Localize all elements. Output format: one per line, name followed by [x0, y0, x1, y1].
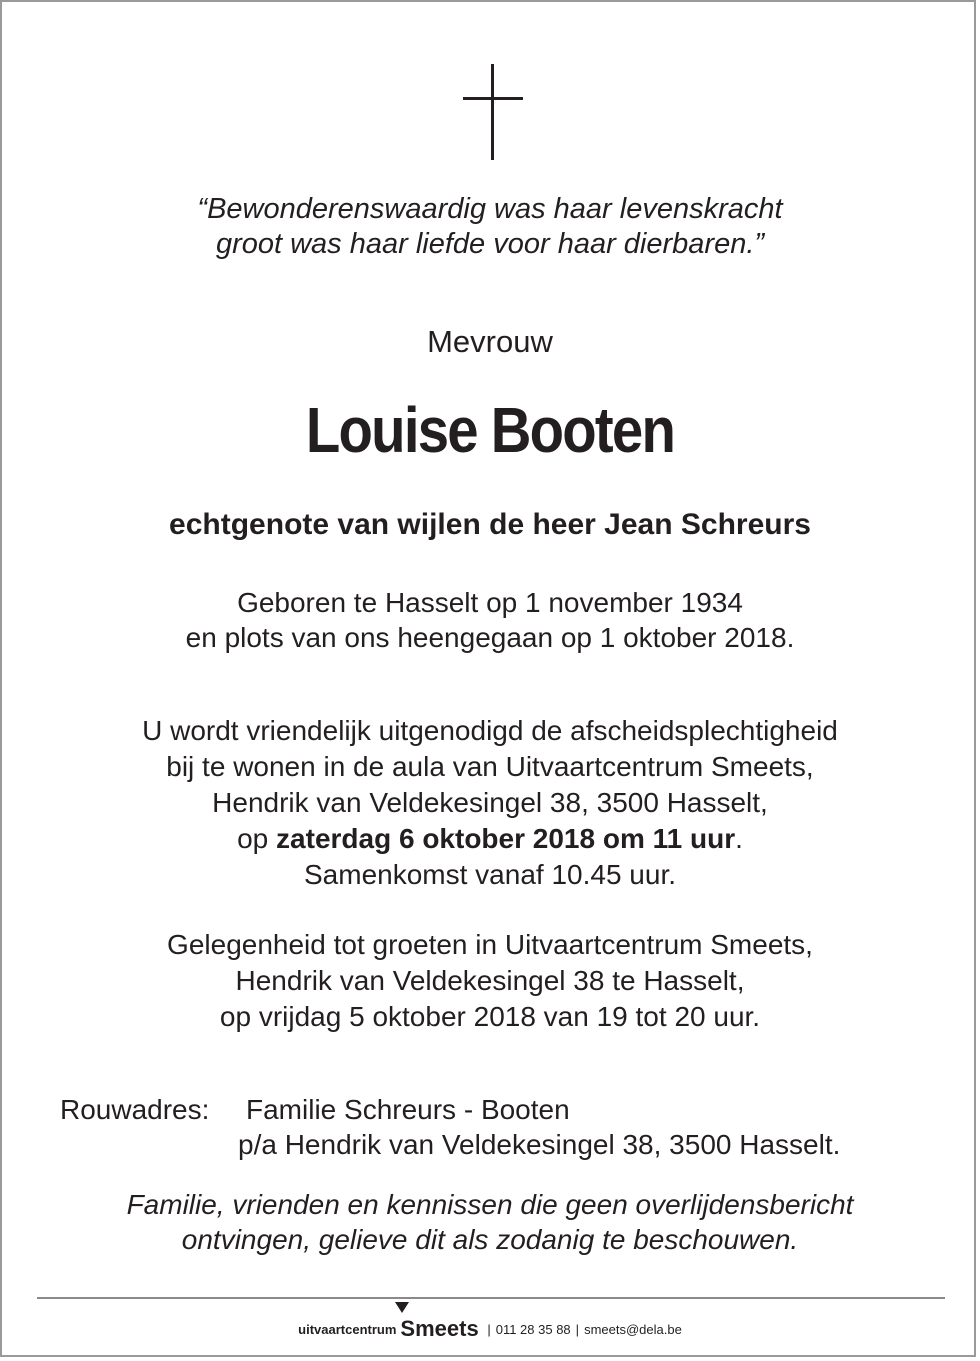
mourning-address: [60, 1092, 840, 1162]
mourning-family-name: Familie Schreurs - Booten: [246, 1094, 570, 1125]
date-suffix: .: [735, 823, 743, 854]
invitation-line: U wordt vriendelijk uitgenodigd de afscheidsplechtigheid: [142, 715, 838, 746]
footer-brand-name: Smeets: [400, 1316, 479, 1341]
invitation-line: bij te wonen in de aula van Uitvaartcentrum Smeets,: [166, 751, 814, 782]
birth-death-dates: [2, 585, 978, 655]
footer-separator: |: [487, 1322, 491, 1337]
honorific: Mevrouw: [427, 324, 553, 359]
memorial-quote: [2, 192, 978, 262]
quote-line: groot was haar liefde voor haar dierbaren.”: [215, 228, 765, 260]
gathering-time: Samenkomst vanaf 10.45 uur.: [304, 859, 676, 890]
death-line: en plots van ons heengegaan op 1 oktober 2018.: [185, 622, 795, 653]
mourning-address-label: Rouwadres:: [60, 1094, 210, 1125]
footer-separator: |: [575, 1322, 580, 1337]
closing-line: Familie, vrienden en kennissen die geen overlijdensbericht: [126, 1189, 854, 1220]
funeral-invitation: [2, 713, 978, 893]
quote-line: “Bewonderenswaardig was haar levenskracht: [197, 193, 783, 225]
invitation-line: Hendrik van Veldekesingel 38, 3500 Hasselt,: [212, 787, 768, 818]
cross-icon: [463, 64, 523, 160]
ceremony-date: zaterdag 6 oktober 2018 om 11 uur: [276, 823, 736, 854]
birth-line: Geboren te Hasselt op 1 november 1934: [237, 587, 743, 618]
footer-brand-small: uitvaartcentrum: [298, 1322, 397, 1337]
funeral-home-footer: [2, 1317, 978, 1342]
ceremony-date-line: [2, 821, 978, 857]
visitation-line: op vrijdag 5 oktober 2018 van 19 tot 20 uur.: [219, 1001, 761, 1032]
date-prefix: op: [237, 823, 277, 854]
visitation-line: Gelegenheid tot groeten in Uitvaartcentrum Smeets,: [167, 929, 813, 960]
footer-divider: [37, 1297, 945, 1299]
visitation-info: [2, 927, 978, 1035]
footer-phone: 011 28 35 88: [495, 1322, 571, 1337]
triangle-marker-icon: [395, 1302, 409, 1313]
deceased-name: Louise Booten: [305, 394, 675, 466]
closing-note: [2, 1187, 978, 1257]
spouse-line: echtgenote van wijlen de heer Jean Schreurs: [169, 508, 811, 541]
mourning-street-address: p/a Hendrik van Veldekesingel 38, 3500 Hasselt.: [238, 1129, 841, 1160]
visitation-line: Hendrik van Veldekesingel 38 te Hasselt,: [235, 965, 745, 996]
closing-line: ontvingen, gelieve dit als zodanig te beschouwen.: [181, 1224, 799, 1255]
footer-email[interactable]: smeets@dela.be: [584, 1322, 682, 1337]
